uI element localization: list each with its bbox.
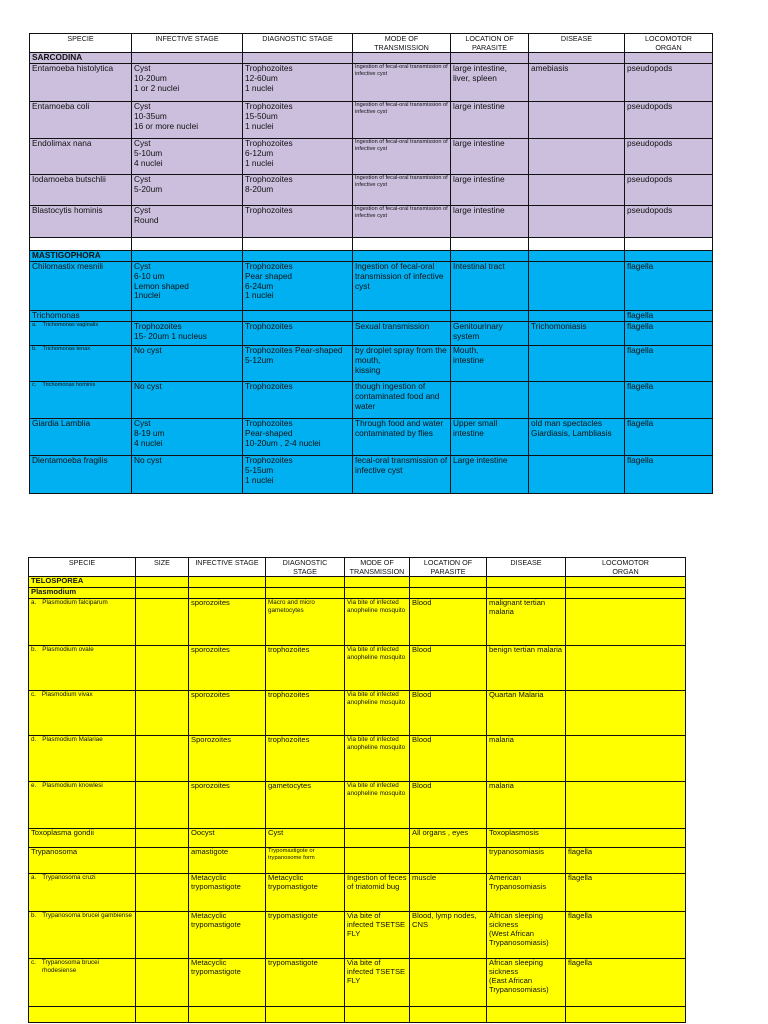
location-cell: Blood — [410, 599, 487, 646]
table-row — [29, 1007, 686, 1023]
infective-cell: Sporozoites — [189, 736, 266, 782]
location-cell — [451, 311, 529, 322]
organ-cell: pseudopods — [625, 175, 713, 206]
organ-cell — [566, 829, 686, 848]
location-cell: Mouth, intestine — [451, 346, 529, 382]
disease-cell — [529, 206, 625, 238]
location-cell: Blood — [410, 736, 487, 782]
specie-cell — [29, 912, 136, 959]
t1-header-organ: LOCOMOTOR ORGAN — [625, 34, 713, 53]
infective-cell: sporozoites — [189, 782, 266, 829]
disease-cell: amebiasis — [529, 64, 625, 102]
spacer-row — [30, 238, 713, 251]
location-cell: Genitourinary system — [451, 322, 529, 346]
section-row-sarcodina — [30, 53, 713, 64]
disease-cell: malaria — [487, 782, 566, 829]
infective-cell: No cyst — [132, 346, 243, 382]
disease-cell — [529, 175, 625, 206]
mode-cell: Ingestion of fecal-oral transmission of infective cyst — [353, 139, 451, 175]
table-row — [30, 346, 713, 382]
t1-header-mode: MODE OF TRANSMISSION — [353, 34, 451, 53]
list-marker: b. — [32, 346, 37, 352]
section-label: MASTIGOPHORA — [30, 251, 132, 262]
t2-header-infective: INFECTIVE STAGE — [189, 558, 266, 577]
t2-header-diagnostic: DIAGNOSTIC STAGE — [266, 558, 345, 577]
section-label: TELOSPOREA — [29, 577, 136, 588]
diagnostic-cell: Trophozoites — [243, 206, 353, 238]
specie-cell: Dientamoeba fragilis — [30, 456, 132, 494]
organ-cell — [566, 646, 686, 691]
specie-cell — [30, 346, 132, 382]
table-row — [30, 64, 713, 102]
disease-cell — [487, 588, 566, 599]
infective-cell: Cyst 5-10um 4 nuclei — [132, 139, 243, 175]
diagnostic-cell: trypomastigote — [266, 912, 345, 959]
mode-cell: Sexual transmission — [353, 322, 451, 346]
t1-header-location: LOCATION OF PARASITE — [451, 34, 529, 53]
table1-header-row — [30, 34, 713, 53]
organ-cell — [566, 588, 686, 599]
infective-cell: Cyst 10-20um 1 or 2 nuclei — [132, 64, 243, 102]
organ-cell: flagella — [566, 848, 686, 874]
location-cell: Blood — [410, 691, 487, 736]
infective-cell: Metacyclic trypomastigote — [189, 959, 266, 1007]
mode-cell: Ingestion of fecal-oral transmission of infective cyst — [353, 64, 451, 102]
disease-cell — [529, 262, 625, 311]
organ-cell: flagella — [566, 959, 686, 1007]
organ-cell — [566, 691, 686, 736]
size-cell — [136, 782, 189, 829]
infective-cell: Trophozoites 15- 20um 1 nucleus — [132, 322, 243, 346]
table-row — [29, 782, 686, 829]
table-row — [30, 206, 713, 238]
list-marker: a. — [31, 874, 37, 881]
disease-cell: Toxoplasmosis — [487, 829, 566, 848]
diagnostic-cell: Trypomastigote or trypanosome form — [266, 848, 345, 874]
size-cell — [136, 829, 189, 848]
t1-header-diagnostic: DIAGNOSTIC STAGE — [243, 34, 353, 53]
size-cell — [136, 874, 189, 912]
table-row — [29, 588, 686, 599]
disease-cell — [529, 311, 625, 322]
section-label: SARCODINA — [30, 53, 132, 64]
specie-cell: Trypanosoma — [29, 848, 136, 874]
specie-name: Plasmodium vivax — [41, 691, 93, 698]
specie-cell — [29, 874, 136, 912]
specie-name: Plasmodium knowlesi — [42, 782, 103, 789]
specie-name: Plasmodium Malariae — [42, 736, 103, 743]
infective-cell: Cyst 5-20um — [132, 175, 243, 206]
protozoa-table-sarcodina-mastigophora — [29, 33, 713, 494]
specie-cell: Plasmodium — [29, 588, 136, 599]
diagnostic-cell — [266, 588, 345, 599]
mode-cell: Ingestion of fecal-oral transmission of infective cyst — [353, 206, 451, 238]
size-cell — [136, 736, 189, 782]
table-row — [30, 419, 713, 456]
specie-name: Trichomonas tenax — [42, 346, 91, 352]
location-cell: large intestine — [451, 206, 529, 238]
diagnostic-cell — [243, 311, 353, 322]
diagnostic-cell: trophozoites — [266, 646, 345, 691]
disease-cell: American Trypanosomiasis — [487, 874, 566, 912]
specie-cell — [29, 691, 136, 736]
specie-cell — [29, 736, 136, 782]
mode-cell: Ingestion of fecal-oral transmission of infective cyst — [353, 102, 451, 139]
location-cell — [410, 848, 487, 874]
specie-name: Plasmodium ovale — [42, 646, 94, 653]
diagnostic-cell: trophozoites — [266, 691, 345, 736]
mode-cell: Via bite of infected anopheline mosquito — [345, 691, 410, 736]
list-marker: b. — [31, 912, 37, 919]
disease-cell — [529, 382, 625, 419]
disease-cell: African sleeping sickness (East African Trypanosomiasis) — [487, 959, 566, 1007]
mode-cell: Via bite of infected TSETSE FLY — [345, 912, 410, 959]
table-row — [29, 848, 686, 874]
location-cell: large intestine — [451, 139, 529, 175]
specie-cell: Entamoeba histolytica — [30, 64, 132, 102]
organ-cell: flagella — [566, 874, 686, 912]
organ-cell — [566, 599, 686, 646]
table-row — [29, 646, 686, 691]
location-cell: Upper small intestine — [451, 419, 529, 456]
mode-cell: Through food and water contaminated by flies — [353, 419, 451, 456]
table-row — [29, 912, 686, 959]
disease-cell: malaria — [487, 736, 566, 782]
diagnostic-cell: Trophozoites Pear shaped 6-24um 1 nuclei — [243, 262, 353, 311]
diagnostic-cell: trypomastigote — [266, 959, 345, 1007]
specie-cell: Iodamoeba butschlii — [30, 175, 132, 206]
specie-name: Trichomonas hominis — [42, 382, 96, 388]
list-marker: c. — [31, 691, 36, 698]
specie-cell: Endolimax nana — [30, 139, 132, 175]
location-cell: muscle — [410, 874, 487, 912]
infective-cell — [132, 311, 243, 322]
size-cell — [136, 588, 189, 599]
infective-cell: Metacyclic trypomastigote — [189, 912, 266, 959]
mode-cell: Ingestion of feces of triatomid bug — [345, 874, 410, 912]
diagnostic-cell: Macro and micro gametocytes — [266, 599, 345, 646]
specie-cell: Giardia Lamblia — [30, 419, 132, 456]
t2-header-mode: MODE OF TRANSMISSION — [345, 558, 410, 577]
section-row-telosporea — [29, 577, 686, 588]
organ-cell — [566, 736, 686, 782]
infective-cell: sporozoites — [189, 646, 266, 691]
specie-cell — [29, 782, 136, 829]
mode-cell: Ingestion of fecal-oral transmission of infective cyst — [353, 262, 451, 311]
mode-cell — [345, 848, 410, 874]
location-cell: Large intestine — [451, 456, 529, 494]
location-cell: large intestine — [451, 102, 529, 139]
location-cell — [410, 588, 487, 599]
specie-name: Trypanosoma brucei rhodesiense — [41, 959, 100, 975]
infective-cell: amastigote — [189, 848, 266, 874]
disease-cell: Quartan Malaria — [487, 691, 566, 736]
location-cell: Blood — [410, 646, 487, 691]
specie-name: Trypanosoma brucei gambiense — [42, 912, 132, 919]
table-row — [29, 959, 686, 1007]
specie-cell — [30, 322, 132, 346]
mode-cell: by droplet spray from the mouth, kissing — [353, 346, 451, 382]
mode-cell — [345, 829, 410, 848]
infective-cell: Cyst 10-35um 16 or more nuclei — [132, 102, 243, 139]
organ-cell: flagella — [625, 322, 713, 346]
infective-cell: Cyst Round — [132, 206, 243, 238]
disease-cell: malignant tertian malaria — [487, 599, 566, 646]
mode-cell: fecal-oral transmission of infective cyst — [353, 456, 451, 494]
location-cell — [451, 382, 529, 419]
organ-cell: flagella — [625, 419, 713, 456]
mode-cell: Via bite of infected anopheline mosquito — [345, 646, 410, 691]
disease-cell — [529, 456, 625, 494]
infective-cell: sporozoites — [189, 691, 266, 736]
t1-header-specie: SPECIE — [30, 34, 132, 53]
specie-cell: Toxoplasma gondii — [29, 829, 136, 848]
infective-cell: Oocyst — [189, 829, 266, 848]
infective-cell: No cyst — [132, 382, 243, 419]
size-cell — [136, 691, 189, 736]
organ-cell: pseudopods — [625, 139, 713, 175]
diagnostic-cell: trophozoites — [266, 736, 345, 782]
diagnostic-cell: Trophozoites 5-15um 1 nuclei — [243, 456, 353, 494]
protozoa-table-telosporea — [28, 557, 686, 1023]
diagnostic-cell: Trophozoites 15-50um 1 nuclei — [243, 102, 353, 139]
location-cell: Intestinal tract — [451, 262, 529, 311]
specie-cell — [29, 599, 136, 646]
list-marker: c. — [32, 382, 37, 388]
mode-cell — [353, 311, 451, 322]
specie-cell: Chilomastix mesnili — [30, 262, 132, 311]
infective-cell — [189, 588, 266, 599]
organ-cell — [566, 782, 686, 829]
list-marker: a. — [32, 322, 37, 328]
mode-cell: Ingestion of fecal-oral transmission of infective cyst — [353, 175, 451, 206]
specie-name: Plasmodium falciparum — [42, 599, 108, 606]
organ-cell: flagella — [625, 346, 713, 382]
list-marker: b. — [31, 646, 37, 653]
organ-cell: flagella — [625, 456, 713, 494]
t1-header-disease: DISEASE — [529, 34, 625, 53]
table-row — [30, 322, 713, 346]
organ-cell: pseudopods — [625, 206, 713, 238]
mode-cell: Via bite of infected TSETSE FLY — [345, 959, 410, 1007]
specie-cell — [29, 646, 136, 691]
table-row — [30, 262, 713, 311]
infective-cell: Cyst 8-19 um 4 nuclei — [132, 419, 243, 456]
infective-cell: Metacyclic trypomastigote — [189, 874, 266, 912]
t1-header-infective: INFECTIVE STAGE — [132, 34, 243, 53]
diagnostic-cell: Trophozoites 12-60um 1 nuclei — [243, 64, 353, 102]
diagnostic-cell: Cyst — [266, 829, 345, 848]
disease-cell: Trichomoniasis — [529, 322, 625, 346]
specie-cell: Entamoeba coli — [30, 102, 132, 139]
disease-cell: old man spectacles Giardiasis, Lambliasis — [529, 419, 625, 456]
specie-name: Trypanosoma cruzi — [42, 874, 96, 881]
size-cell — [136, 959, 189, 1007]
specie-name: Trichomonas vaginalis — [42, 322, 99, 328]
size-cell — [136, 912, 189, 959]
mode-cell — [345, 588, 410, 599]
diagnostic-cell: Trophozoites — [243, 322, 353, 346]
diagnostic-cell: Trophozoites 6-12um 1 nuclei — [243, 139, 353, 175]
table-row — [30, 311, 713, 322]
infective-cell: sporozoites — [189, 599, 266, 646]
section-row-mastigophora — [30, 251, 713, 262]
list-marker: c. — [31, 959, 36, 966]
diagnostic-cell: gametocytes — [266, 782, 345, 829]
list-marker: a. — [31, 599, 37, 606]
location-cell: large intestine — [451, 175, 529, 206]
organ-cell: flagella — [566, 912, 686, 959]
specie-cell: Trichomonas — [30, 311, 132, 322]
size-cell — [136, 646, 189, 691]
list-marker: d. — [31, 736, 37, 743]
disease-cell: trypanosomiasis — [487, 848, 566, 874]
mode-cell: though ingestion of contaminated food and water — [353, 382, 451, 419]
location-cell: Blood — [410, 782, 487, 829]
location-cell: Blood, lymp nodes, CNS — [410, 912, 487, 959]
disease-cell: African sleeping sickness (West African Trypanosomiasis) — [487, 912, 566, 959]
infective-cell: No cyst — [132, 456, 243, 494]
table-row — [29, 691, 686, 736]
location-cell: large intestine, liver, spleen — [451, 64, 529, 102]
table2-header-row — [29, 558, 686, 577]
organ-cell: pseudopods — [625, 64, 713, 102]
t2-header-disease: DISEASE — [487, 558, 566, 577]
diagnostic-cell: Metacyclic trypomastigote — [266, 874, 345, 912]
t2-header-organ: LOCOMOTOR ORGAN — [566, 558, 686, 577]
table-row — [30, 382, 713, 419]
organ-cell: pseudopods — [625, 102, 713, 139]
mode-cell: Via bite of infected anopheline mosquito — [345, 736, 410, 782]
table-row — [30, 175, 713, 206]
specie-cell — [29, 959, 136, 1007]
diagnostic-cell: Trophozoites 8-20um — [243, 175, 353, 206]
table-row — [29, 829, 686, 848]
organ-cell: flagella — [625, 382, 713, 419]
t2-header-specie: SPECIE — [29, 558, 136, 577]
table-row — [29, 599, 686, 646]
t2-header-size: SIZE — [136, 558, 189, 577]
mode-cell: Via bite of infected anopheline mosquito — [345, 782, 410, 829]
table-row — [30, 139, 713, 175]
size-cell — [136, 599, 189, 646]
table-row — [29, 874, 686, 912]
table-row — [29, 736, 686, 782]
disease-cell — [529, 102, 625, 139]
location-cell — [410, 959, 487, 1007]
mode-cell: Via bite of infected anopheline mosquito — [345, 599, 410, 646]
specie-cell — [30, 382, 132, 419]
list-marker: e. — [31, 782, 37, 789]
organ-cell: flagella — [625, 311, 713, 322]
diagnostic-cell: Trophozoites Pear-shaped 10-20um , 2-4 nuclei — [243, 419, 353, 456]
t2-header-location: LOCATION OF PARASITE — [410, 558, 487, 577]
table-row — [30, 456, 713, 494]
diagnostic-cell: Trophozoites — [243, 382, 353, 419]
diagnostic-cell: Trophozoites Pear-shaped 5-12um — [243, 346, 353, 382]
specie-cell: Blastocytis hominis — [30, 206, 132, 238]
organ-cell: flagella — [625, 262, 713, 311]
table-row — [30, 102, 713, 139]
disease-cell — [529, 139, 625, 175]
size-cell — [136, 848, 189, 874]
infective-cell: Cyst 6-10 um Lemon shaped 1nuclei — [132, 262, 243, 311]
disease-cell — [529, 346, 625, 382]
disease-cell: benign tertian malaria — [487, 646, 566, 691]
location-cell: All organs , eyes — [410, 829, 487, 848]
